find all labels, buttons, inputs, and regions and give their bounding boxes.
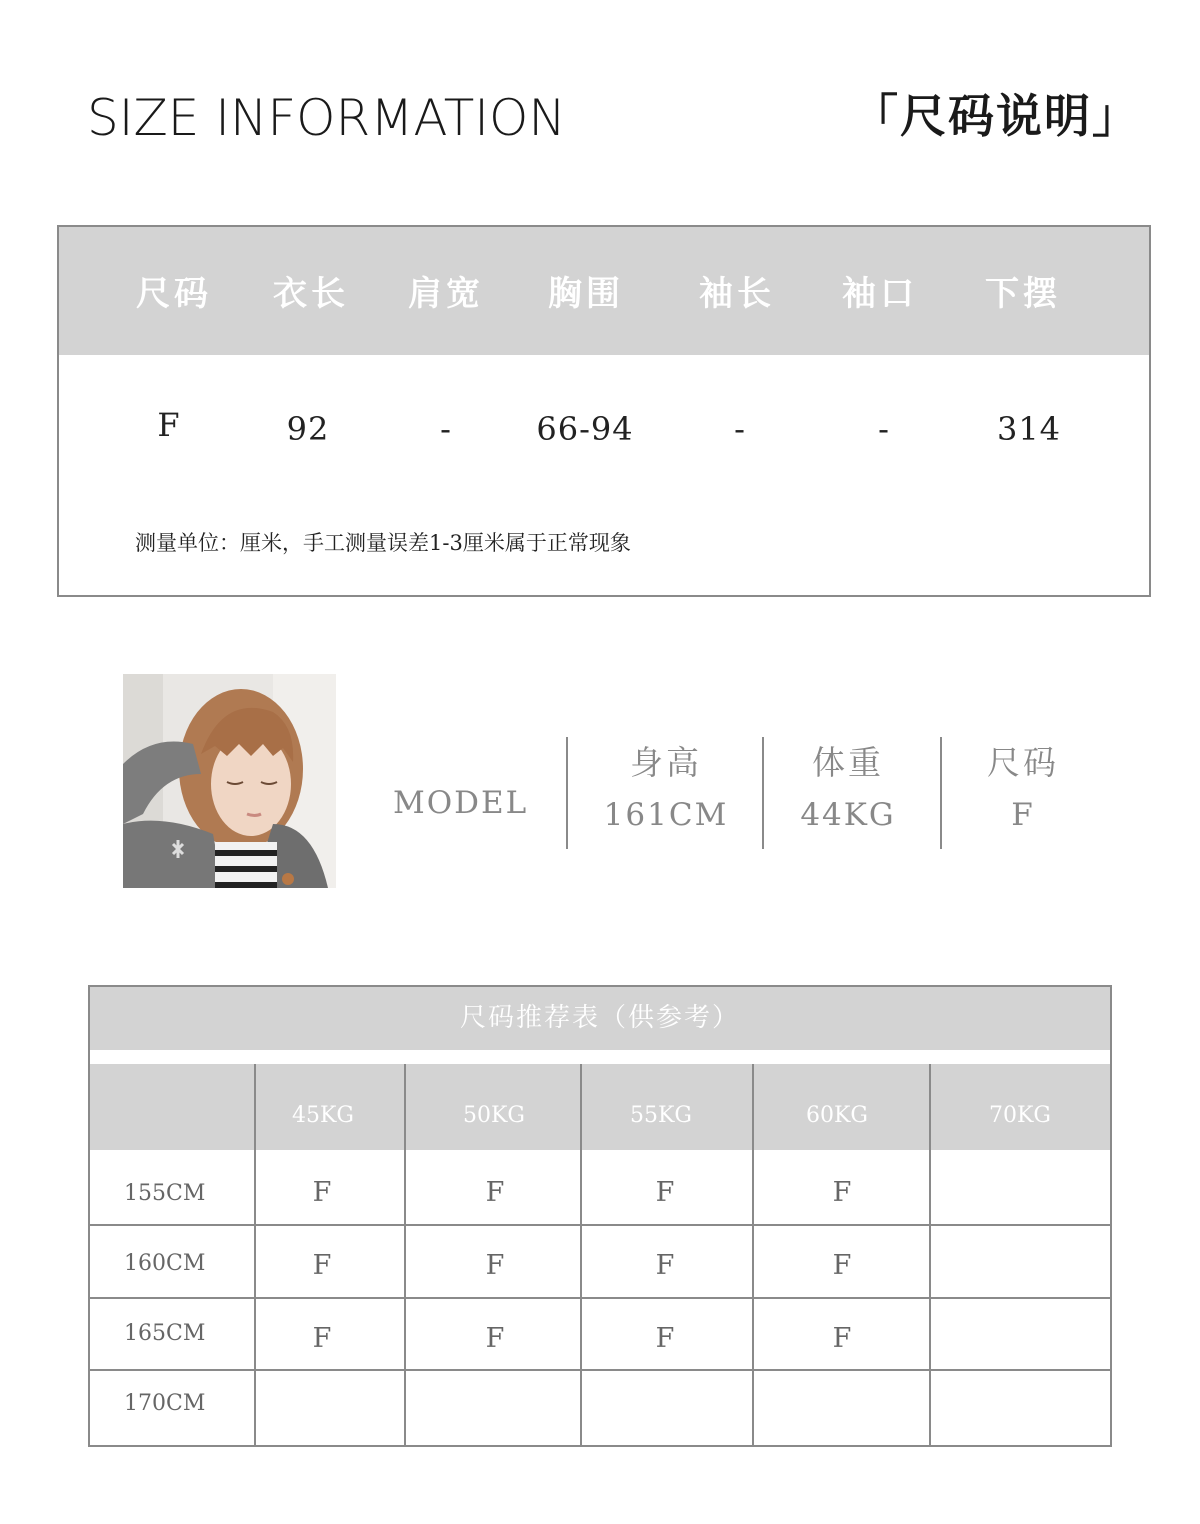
model-weight-value: 44KG	[800, 797, 896, 833]
model-size	[987, 740, 1059, 838]
model-height-label: 身高	[629, 743, 702, 782]
header-size: 尺码	[136, 274, 212, 314]
column-divider	[929, 1064, 931, 1445]
divider	[762, 737, 764, 849]
weight-70: 70KG	[988, 1103, 1052, 1128]
table-cell: F	[832, 1177, 852, 1208]
weight-55: 55KG	[629, 1103, 693, 1128]
page-title-cn: 「尺码说明」	[852, 89, 1140, 143]
height-170: 170CM	[124, 1391, 206, 1416]
value-hem: 314	[996, 410, 1062, 448]
table-cell: F	[312, 1323, 332, 1354]
model-size-label: 尺码	[987, 743, 1059, 782]
weight-60: 60KG	[805, 1103, 869, 1128]
row-divider	[90, 1369, 1110, 1371]
weight-header-row	[90, 1064, 1110, 1150]
value-size: F	[157, 406, 181, 444]
value-sleeve-length: -	[734, 410, 746, 448]
height-165: 165CM	[124, 1321, 206, 1346]
column-divider	[752, 1064, 754, 1445]
size-table	[57, 225, 1151, 597]
divider	[940, 737, 942, 849]
model-height	[604, 740, 729, 838]
weight-50: 50KG	[462, 1103, 526, 1128]
table-cell: F	[655, 1250, 675, 1281]
row-divider	[90, 1224, 1110, 1226]
header-hem: 下摆	[985, 274, 1061, 314]
recommendation-table	[88, 985, 1112, 1447]
table-cell: F	[485, 1177, 505, 1208]
divider	[566, 737, 568, 849]
value-length: 92	[286, 410, 330, 448]
value-shoulder: -	[440, 410, 452, 448]
table-cell: F	[312, 1177, 332, 1208]
model-weight-label: 体重	[812, 743, 884, 782]
header-shoulder: 肩宽	[408, 274, 484, 314]
value-chest: 66-94	[536, 410, 634, 448]
page-title-en: SIZE INFORMATION	[87, 89, 566, 147]
header-cuff: 袖口	[842, 274, 918, 314]
table-cell: F	[485, 1323, 505, 1354]
header-sleeve-length: 袖长	[699, 274, 775, 314]
header-length: 衣长	[273, 274, 349, 314]
table-cell: F	[655, 1323, 675, 1354]
column-divider	[254, 1064, 256, 1445]
table-cell: F	[832, 1250, 852, 1281]
table-cell: F	[832, 1323, 852, 1354]
weight-45: 45KG	[291, 1103, 355, 1128]
measurement-note: 测量单位：厘米，手工测量误差1-3厘米属于正常现象	[135, 531, 631, 555]
value-cuff: -	[878, 410, 890, 448]
table-cell: F	[655, 1177, 675, 1208]
column-divider	[404, 1064, 406, 1445]
height-155: 155CM	[124, 1181, 206, 1206]
row-divider	[90, 1297, 1110, 1299]
model-label: MODEL	[393, 785, 529, 821]
model-height-value: 161CM	[603, 797, 729, 833]
height-160: 160CM	[124, 1251, 206, 1276]
recommendation-title: 尺码推荐表（供参考）	[90, 987, 1110, 1050]
model-photo	[123, 674, 336, 888]
column-divider	[580, 1064, 582, 1445]
model-weight	[800, 740, 895, 838]
header-chest: 胸围	[548, 274, 624, 314]
table-cell: F	[485, 1250, 505, 1281]
model-size-value: F	[1011, 797, 1035, 833]
table-cell: F	[312, 1250, 332, 1281]
